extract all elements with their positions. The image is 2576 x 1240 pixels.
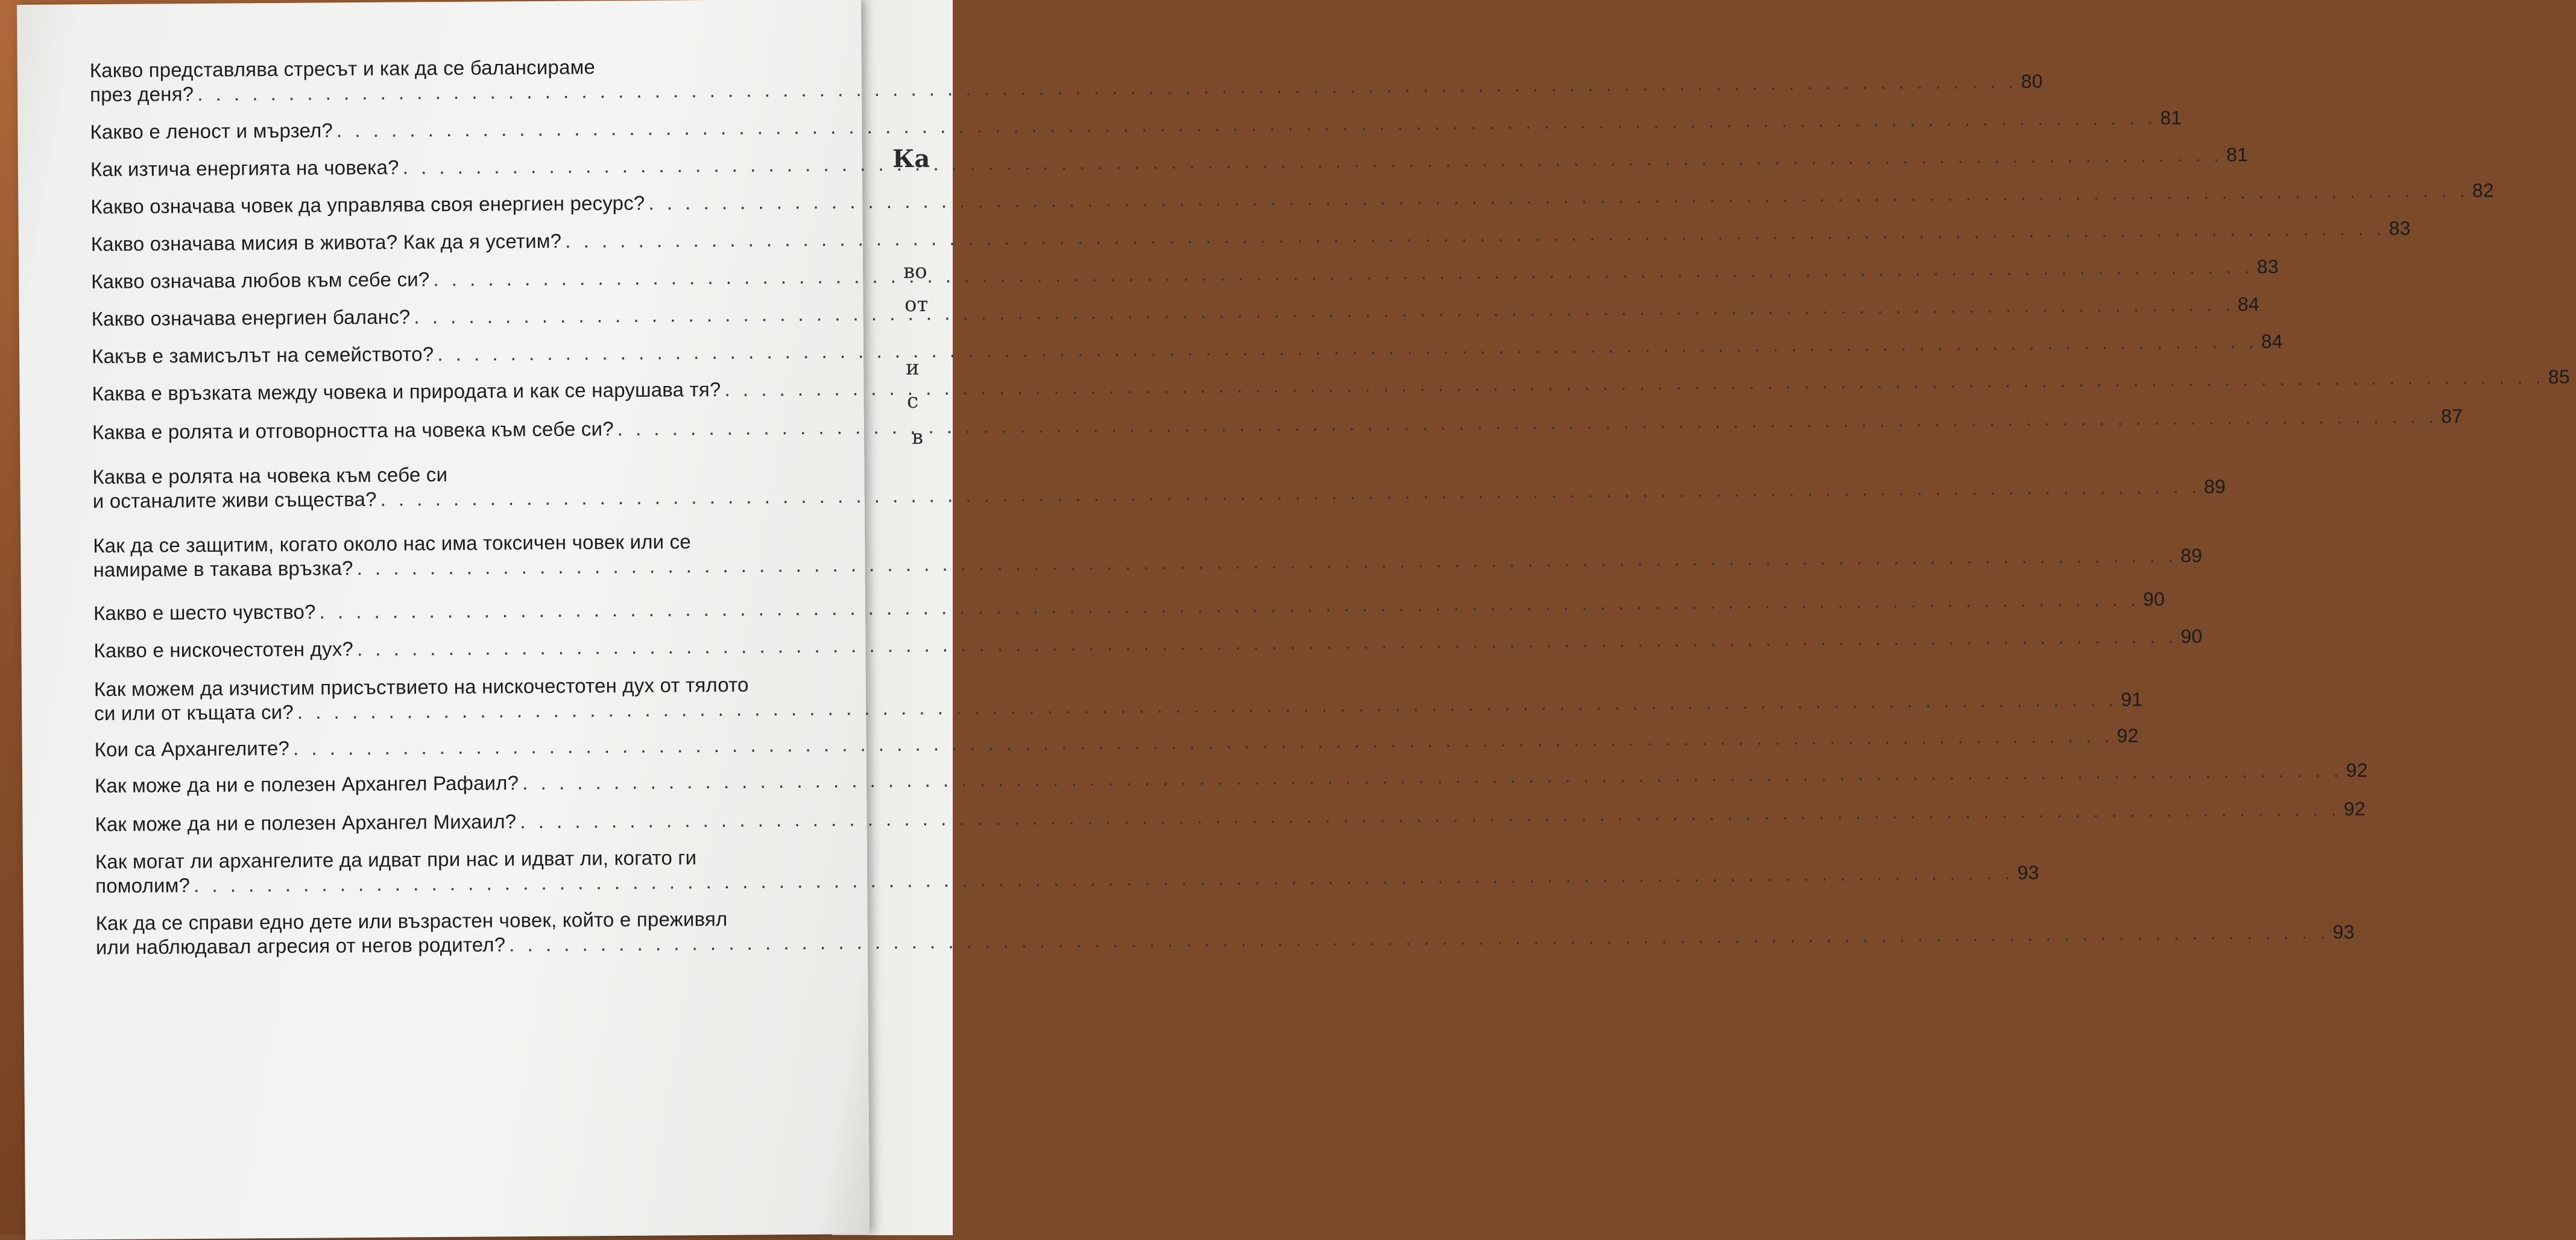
back-page-fragment: Ка [892,145,930,173]
toc-entry [93,588,2165,625]
toc-entry-title: Как може да ни е полезен Архангел Рафаил? [94,771,519,797]
toc-entry [93,528,2203,582]
toc-page-number: 92 [2343,797,2366,820]
toc-entry-title: Какво означава енергиен баланс? [91,305,411,331]
toc-entry-title: Какво означава любов към себе си? [91,268,430,293]
toc-entry [93,625,2203,663]
toc-entry [93,672,2143,726]
toc-entry-title: Какво означава човек да управлява своя енергиен ресурс? [90,191,645,218]
dot-leader [522,758,2343,795]
toc-entry-title: Какво е нискочестотен дух? [93,637,354,662]
toc-entry-row [92,365,2571,406]
toc-page-number: 89 [2180,544,2203,566]
toc-entry-title-line: Как могат ли архангелите да идват при нас и идват ли, когато ги [95,846,697,873]
toc-entry-title: намираме в такава връзка? [93,557,353,581]
toc-entry-title: Каква е ролята и отговорността на човека към себе си? [92,417,614,444]
dot-leader [520,797,2340,834]
toc-entry [95,797,2366,837]
dot-leader [293,724,2114,761]
toc-entry-row [89,70,2043,107]
dot-leader [433,255,2253,291]
toc-entry-row [95,797,2366,837]
back-page-fragment: в [912,425,924,449]
toc-entry-title: или наблюдавал агресия от негов родител? [95,933,506,959]
back-page-fragment: и [906,356,920,380]
toc-entry-row [92,405,2463,444]
dot-leader [319,587,2139,624]
toc-page-number: 89 [2203,475,2226,498]
toc-entry [90,179,2494,219]
toc-entry-title: Каква е връзката между човека и природата и как се нарушава тя? [92,378,721,405]
toc-entry-title: Какъв е замисълът на семейството? [91,343,434,368]
toc-entry-title-line: Каква е ролята на човека към себе си [92,463,448,489]
dot-leader [403,142,2223,179]
toc-entry-row [90,144,2249,182]
toc-entry [90,144,2249,182]
toc-entry [92,460,2226,513]
toc-page-number: 91 [2121,688,2143,710]
toc-entry-row [91,255,2279,294]
dot-leader [336,106,2157,142]
toc-entry-title-line: Как да се защитим, когато около нас има токсичен човек или се [93,530,691,557]
toc-page-number: 82 [2472,179,2494,201]
toc-page-number: 93 [2332,920,2355,943]
back-page-fragment: с [907,389,919,413]
dot-leader [724,365,2545,402]
toc-entry-row [95,861,2039,898]
table-of-contents [89,53,2571,973]
toc-entry [94,759,2368,798]
dot-leader [357,624,2177,661]
toc-entry [92,365,2571,406]
toc-page-number: 92 [2346,759,2368,782]
toc-entry-title-line: Как можем да изчистим присъствието на нискочестотен дух от тялото [93,673,749,701]
book-page [17,0,2571,1240]
toc-page-number: 85 [2548,365,2571,388]
toc-entry-title: и останалите живи същества? [92,487,377,513]
toc-page-number: 90 [2142,588,2165,610]
toc-entry-title: Кои са Архангелите? [94,736,290,761]
toc-entry-row [94,724,2139,762]
toc-entry-title: Как може да ни е полезен Архангел Михаил? [95,810,517,836]
toc-entry-title: през деня? [89,82,194,106]
toc-entry [94,724,2139,762]
toc-page-number: 84 [2237,293,2259,315]
toc-page-number: 90 [2180,625,2203,647]
toc-entry [90,106,2182,144]
toc-entry-title-line: Какво представлява стресът и как да се балансираме [89,55,596,82]
toc-page-number: 84 [2261,330,2283,353]
toc-entry [92,405,2463,444]
back-page-fragment: от [904,293,929,317]
toc-page-number: 83 [2256,255,2279,278]
toc-page-number: 81 [2226,144,2249,166]
toc-entry [90,217,2411,256]
toc-entry [89,53,2043,107]
toc-entry-row [93,625,2203,663]
toc-entry-row [91,330,2283,369]
toc-entry-row [90,217,2411,256]
toc-entry-title: Какво е леност и мързел? [90,119,333,144]
back-page-fragment: во [903,259,927,283]
toc-page-number: 92 [2117,724,2139,747]
toc-page-number: 83 [2388,217,2411,239]
toc-entry-row [90,179,2494,219]
toc-entry [91,330,2283,369]
toc-page-number: 80 [2021,70,2043,92]
toc-entry [95,906,2355,960]
toc-entry-row [93,588,2165,625]
dot-leader [565,217,2385,253]
toc-entry-row [94,759,2368,798]
toc-entry-title: помолим? [95,874,191,897]
toc-page-number: 81 [2160,106,2182,129]
toc-entry [91,255,2279,294]
toc-entry [95,844,2039,898]
toc-entry-title: Какво е шесто чувство? [93,600,316,625]
toc-entry-row [94,688,2143,726]
toc-entry-title-line: Как да се справи едно дете или възрастен човек, който е преживял [95,907,728,935]
toc-entry-title: си или от къщата си? [94,700,294,725]
dot-leader [414,292,2234,329]
toc-entry-title: Какво означава мисия в живота? Как да я усетим? [90,229,562,256]
dot-leader [437,329,2258,366]
toc-page-number: 87 [2441,405,2463,427]
toc-page-number: 93 [2017,861,2039,884]
toc-entry-row [90,106,2182,144]
toc-entry-title: Как изтича енергията на човека? [90,156,399,181]
toc-entry-row [93,544,2203,582]
